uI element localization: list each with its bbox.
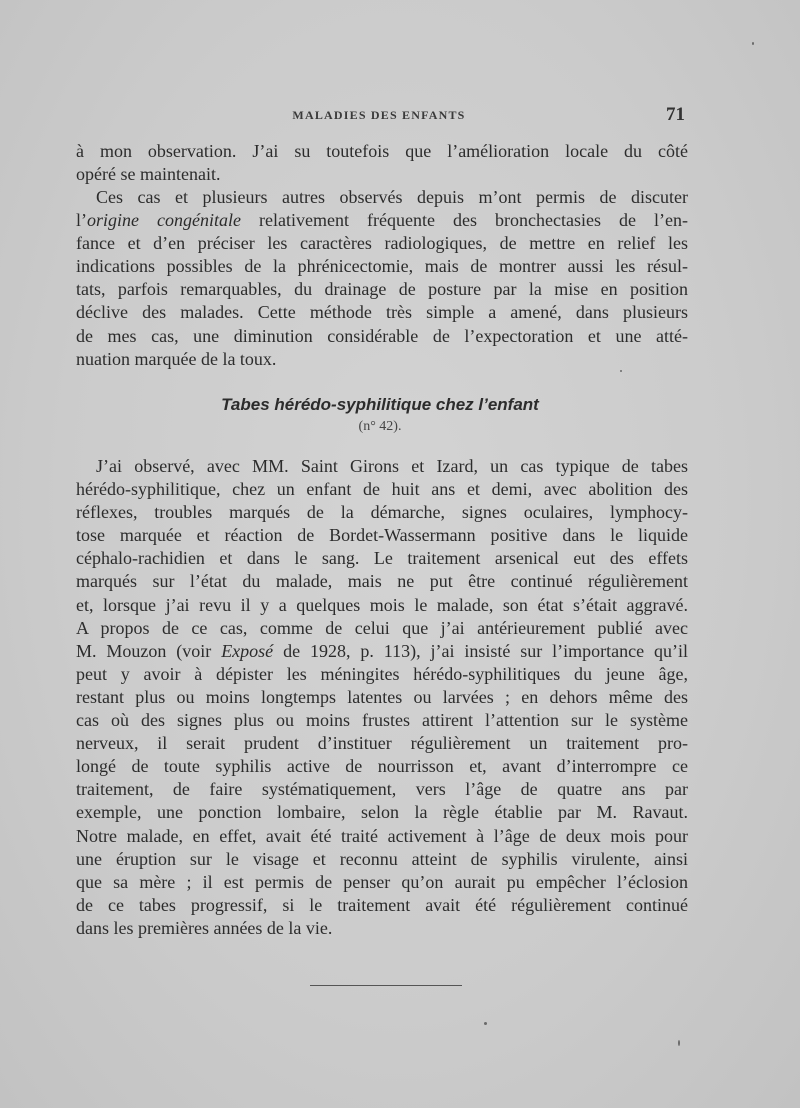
scan-speck [678, 1040, 680, 1046]
text-line: restant plus ou moins longtemps latentes ou larvées ; en dehors même des [76, 686, 688, 707]
text-line [76, 640, 688, 663]
text-line-content: M. Mouzon (voir [76, 640, 222, 661]
text-line: et, lorsque j’ai revu il y a quelques mois le malade, son état s’était aggravé. [76, 594, 688, 615]
scan-speck [620, 370, 622, 372]
text-line [76, 209, 688, 232]
scan-speck [752, 42, 754, 45]
text-line: tose marquée et réaction de Bordet-Wassermann positive dans le liquide [76, 525, 688, 546]
text-line: hérédo-syphilitique, chez un enfant de huit ans et demi, avec abolition des [76, 479, 688, 500]
section-title: Tabes hérédo-syphilitique chez l’enfant [221, 395, 539, 414]
scan-speck [484, 1022, 487, 1025]
text-line: à mon observation. J’ai su toutefois que l’amélioration locale du côté [76, 141, 688, 161]
page-number: 71 [666, 104, 685, 125]
running-title: MALADIES DES ENFANTS [292, 108, 466, 122]
italic-phrase: origine congénitale [87, 210, 241, 231]
text-line: dans les premières années de la vie. [76, 917, 333, 938]
text-line: Notre malade, en effet, avait été traité activement à l’âge de deux mois pour [76, 825, 688, 846]
text-line: une éruption sur le visage et reconnu atteint de syphilis virulente, ainsi [76, 848, 688, 869]
text-line: de ce tabes progressif, si le traitement avait été régulièrement continué [76, 894, 688, 915]
paragraph-continuation [76, 140, 688, 186]
text-line: déclive des malades. Cette méthode très simple a amené, dans plusieurs [76, 302, 688, 323]
text-line: cas où des signes plus ou moins frustes attirent l’attention sur le système [76, 710, 688, 731]
running-head [0, 104, 800, 130]
text-line [76, 186, 688, 209]
paragraph-tabes [76, 455, 688, 940]
text-line: céphalo-rachidien et dans le sang. Le traitement arsenical eut des effets [76, 548, 688, 569]
text-line: de mes cas, une diminution considérable de l’expectoration et une atté- [76, 325, 688, 346]
paragraph-bronchectasies [76, 186, 688, 371]
text-line: opéré se maintenait. [76, 164, 221, 185]
end-rule [310, 985, 462, 986]
text-line: A propos de ce cas, comme de celui que j’ai antérieurement publié avec [76, 617, 688, 638]
text-article: l’ [76, 210, 87, 231]
text-line: traitement, de faire systématiquement, vers l’âge de quatre ans par [76, 779, 688, 800]
text-line: nuation marquée de la toux. [76, 348, 277, 369]
text-line: fance et d’en préciser les caractères radiologiques, de mettre en relief les [76, 233, 688, 254]
text-line: longé de toute syphilis active de nourrisson et, avant d’interrompre ce [76, 756, 688, 777]
text-line-content: relativement fréquente des bronchectasies de l’en- [241, 210, 689, 231]
text-line: tats, parfois remarquables, du drainage de posture par la mise en position [76, 279, 688, 300]
text-line: peut y avoir à dépister les méningites hérédo-syphilitiques du jeune âge, [76, 663, 688, 684]
text-line-content: Ces cas et plusieurs autres observés depuis m’ont permis de discuter [96, 187, 688, 207]
italic-phrase: Exposé [221, 640, 274, 661]
text-line: que sa mère ; il est permis de penser qu’on aurait pu empêcher l’éclosion [76, 871, 688, 892]
text-line: exemple, une ponction lombaire, selon la règle établie par M. Ravaut. [76, 802, 688, 823]
text-line: marqués sur l’état du malade, mais ne put être continué régulièrement [76, 571, 688, 592]
text-line: nerveux, il serait prudent d’instituer régulièrement un traitement pro- [76, 733, 688, 754]
text-line-content: de 1928, p. 113), j’ai insisté sur l’importance qu’il [273, 640, 688, 661]
text-line: réflexes, troubles marqués de la démarche, signes oculaires, lymphocy- [76, 502, 688, 523]
text-line: indications possibles de la phrénicectomie, mais de montrer aussi les résul- [76, 256, 688, 277]
section-reference: (n° 42). [358, 419, 402, 434]
text-line: J’ai observé, avec MM. Saint Girons et Izard, un cas typique de tabes [96, 456, 688, 476]
